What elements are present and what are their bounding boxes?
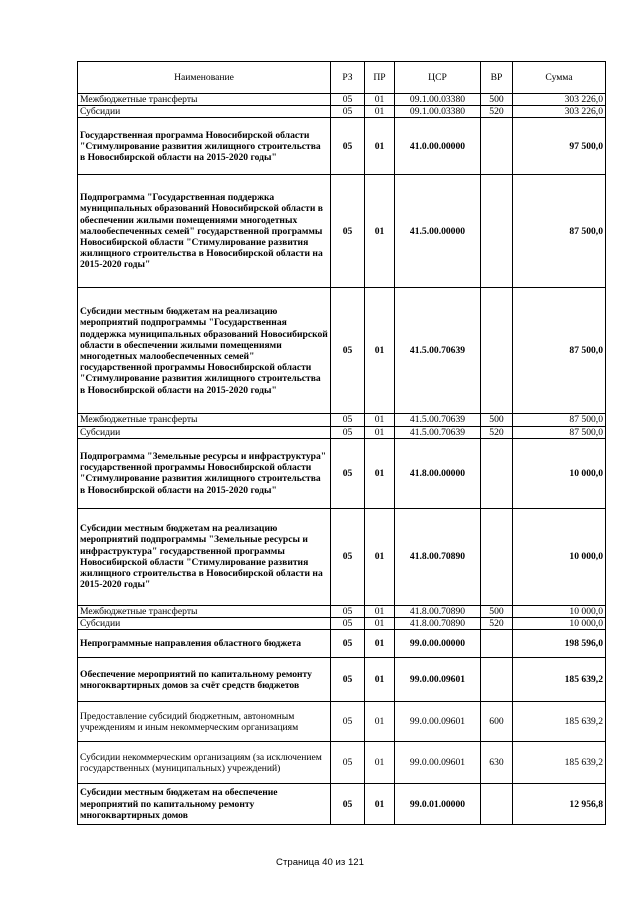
row-name: Непрограммные направления областного бюджета bbox=[78, 630, 331, 658]
row-pr: 01 bbox=[365, 658, 395, 702]
table-row bbox=[78, 702, 606, 742]
table-row bbox=[78, 605, 606, 617]
row-sum: 10 000,0 bbox=[513, 508, 606, 605]
row-vr bbox=[481, 118, 513, 175]
row-name: Субсидии некоммерческим организациям (за исключением государственных (муниципальных) учреждений) bbox=[78, 742, 331, 784]
row-csr: 41.8.00.70890 bbox=[395, 618, 481, 630]
row-vr bbox=[481, 630, 513, 658]
table-row bbox=[78, 438, 606, 508]
row-csr: 41.8.00.70890 bbox=[395, 508, 481, 605]
row-rz: 05 bbox=[331, 106, 365, 118]
header-sum: Сумма bbox=[513, 62, 606, 94]
row-pr: 01 bbox=[365, 106, 395, 118]
table-header-row bbox=[78, 62, 606, 94]
row-vr bbox=[481, 175, 513, 288]
row-sum: 198 596,0 bbox=[513, 630, 606, 658]
row-sum: 87 500,0 bbox=[513, 288, 606, 414]
row-rz: 05 bbox=[331, 508, 365, 605]
table-row bbox=[78, 658, 606, 702]
row-rz: 05 bbox=[331, 438, 365, 508]
row-vr bbox=[481, 438, 513, 508]
row-vr bbox=[481, 658, 513, 702]
row-rz: 05 bbox=[331, 658, 365, 702]
row-pr: 01 bbox=[365, 94, 395, 106]
row-name: Субсидии местным бюджетам на обеспечение мероприятий по капитальному ремонту многоквартирных домов bbox=[78, 784, 331, 825]
table-row bbox=[78, 94, 606, 106]
row-csr: 41.0.00.00000 bbox=[395, 118, 481, 175]
header-vr: ВР bbox=[481, 62, 513, 94]
row-pr: 01 bbox=[365, 630, 395, 658]
table-row bbox=[78, 175, 606, 288]
row-rz: 05 bbox=[331, 426, 365, 438]
row-pr: 01 bbox=[365, 175, 395, 288]
table-row bbox=[78, 630, 606, 658]
row-vr: 500 bbox=[481, 414, 513, 426]
row-pr: 01 bbox=[365, 702, 395, 742]
row-sum: 97 500,0 bbox=[513, 118, 606, 175]
row-sum: 10 000,0 bbox=[513, 618, 606, 630]
row-csr: 99.0.01.00000 bbox=[395, 784, 481, 825]
row-vr bbox=[481, 288, 513, 414]
row-pr: 01 bbox=[365, 426, 395, 438]
table-row bbox=[78, 618, 606, 630]
row-csr: 41.8.00.00000 bbox=[395, 438, 481, 508]
row-csr: 41.5.00.00000 bbox=[395, 175, 481, 288]
row-vr: 520 bbox=[481, 426, 513, 438]
row-sum: 303 226,0 bbox=[513, 106, 606, 118]
row-csr: 41.5.00.70639 bbox=[395, 288, 481, 414]
table-row bbox=[78, 426, 606, 438]
row-csr: 99.0.00.09601 bbox=[395, 742, 481, 784]
row-csr: 09.1.00.03380 bbox=[395, 94, 481, 106]
page-number-footer: Страница 40 из 121 bbox=[276, 857, 364, 868]
row-rz: 05 bbox=[331, 702, 365, 742]
table-row bbox=[78, 414, 606, 426]
row-name: Межбюджетные трансферты bbox=[78, 94, 331, 106]
budget-table bbox=[77, 61, 606, 825]
document-page bbox=[77, 61, 605, 825]
row-name: Субсидии bbox=[78, 426, 331, 438]
row-vr: 600 bbox=[481, 702, 513, 742]
row-csr: 99.0.00.09601 bbox=[395, 658, 481, 702]
row-sum: 303 226,0 bbox=[513, 94, 606, 106]
row-rz: 05 bbox=[331, 605, 365, 617]
row-pr: 01 bbox=[365, 784, 395, 825]
row-sum: 87 500,0 bbox=[513, 175, 606, 288]
table-row bbox=[78, 118, 606, 175]
row-csr: 99.0.00.09601 bbox=[395, 702, 481, 742]
row-sum: 12 956,8 bbox=[513, 784, 606, 825]
table-row bbox=[78, 508, 606, 605]
row-pr: 01 bbox=[365, 508, 395, 605]
row-vr: 500 bbox=[481, 605, 513, 617]
row-vr bbox=[481, 784, 513, 825]
header-name: Наименование bbox=[78, 62, 331, 94]
row-vr: 630 bbox=[481, 742, 513, 784]
row-rz: 05 bbox=[331, 118, 365, 175]
row-rz: 05 bbox=[331, 414, 365, 426]
header-rz: РЗ bbox=[331, 62, 365, 94]
row-name: Подпрограмма "Земельные ресурсы и инфраструктура" государственной программы Новосибирской области "Стимулирование развития жилищного строительства в Новосибирской области на 2015-2020 годы" bbox=[78, 438, 331, 508]
row-csr: 41.8.00.70890 bbox=[395, 605, 481, 617]
row-sum: 87 500,0 bbox=[513, 426, 606, 438]
row-csr: 09.1.00.03380 bbox=[395, 106, 481, 118]
row-name: Межбюджетные трансферты bbox=[78, 605, 331, 617]
table-row bbox=[78, 106, 606, 118]
row-rz: 05 bbox=[331, 630, 365, 658]
row-vr: 520 bbox=[481, 618, 513, 630]
row-rz: 05 bbox=[331, 94, 365, 106]
row-rz: 05 bbox=[331, 288, 365, 414]
header-pr: ПР bbox=[365, 62, 395, 94]
row-pr: 01 bbox=[365, 288, 395, 414]
row-name: Субсидии bbox=[78, 618, 331, 630]
row-rz: 05 bbox=[331, 742, 365, 784]
row-sum: 10 000,0 bbox=[513, 605, 606, 617]
row-rz: 05 bbox=[331, 175, 365, 288]
row-rz: 05 bbox=[331, 784, 365, 825]
row-sum: 87 500,0 bbox=[513, 414, 606, 426]
row-name: Обеспечение мероприятий по капитальному ремонту многоквартирных домов за счёт средств бюджетов bbox=[78, 658, 331, 702]
row-name: Подпрограмма "Государственная поддержка муниципальных образований Новосибирской области в обеспечении жилыми помещениями многодетных малообеспеченных семей" государственной программы Новосибирской области "Стимулирование развития жилищного строительства в Новосибирской области на 2015-2020 годы" bbox=[78, 175, 331, 288]
row-pr: 01 bbox=[365, 414, 395, 426]
row-pr: 01 bbox=[365, 742, 395, 784]
header-csr: ЦСР bbox=[395, 62, 481, 94]
row-name: Субсидии местным бюджетам на реализацию мероприятий подпрограммы "Земельные ресурсы и инфраструктура" государственной программы Новосибирской области "Стимулирование развития жилищного строительства в Новосибирской области на 2015-2020 годы" bbox=[78, 508, 331, 605]
table-row bbox=[78, 742, 606, 784]
row-vr: 520 bbox=[481, 106, 513, 118]
row-pr: 01 bbox=[365, 605, 395, 617]
row-name: Субсидии местным бюджетам на реализацию мероприятий подпрограммы "Государственная поддержка муниципальных образований Новосибирской области в обеспечении жилыми помещениями многодетных малообеспеченных семей" государственной программы Новосибирской области "Стимулирование развития жилищного строительства в Новосибирской области на 2015-2020 годы" bbox=[78, 288, 331, 414]
row-name: Государственная программа Новосибирской области "Стимулирование развития жилищного строительства в Новосибирской области на 2015-2020 годы" bbox=[78, 118, 331, 175]
row-sum: 185 639,2 bbox=[513, 742, 606, 784]
row-rz: 05 bbox=[331, 618, 365, 630]
row-pr: 01 bbox=[365, 438, 395, 508]
row-pr: 01 bbox=[365, 118, 395, 175]
row-csr: 41.5.00.70639 bbox=[395, 426, 481, 438]
row-csr: 41.5.00.70639 bbox=[395, 414, 481, 426]
row-csr: 99.0.00.00000 bbox=[395, 630, 481, 658]
row-sum: 185 639,2 bbox=[513, 702, 606, 742]
row-name: Предоставление субсидий бюджетным, автономным учреждениям и иным некоммерческим организациям bbox=[78, 702, 331, 742]
row-name: Межбюджетные трансферты bbox=[78, 414, 331, 426]
row-name: Субсидии bbox=[78, 106, 331, 118]
row-sum: 185 639,2 bbox=[513, 658, 606, 702]
table-row bbox=[78, 288, 606, 414]
table-row bbox=[78, 784, 606, 825]
row-vr: 500 bbox=[481, 94, 513, 106]
row-pr: 01 bbox=[365, 618, 395, 630]
row-sum: 10 000,0 bbox=[513, 438, 606, 508]
row-vr bbox=[481, 508, 513, 605]
